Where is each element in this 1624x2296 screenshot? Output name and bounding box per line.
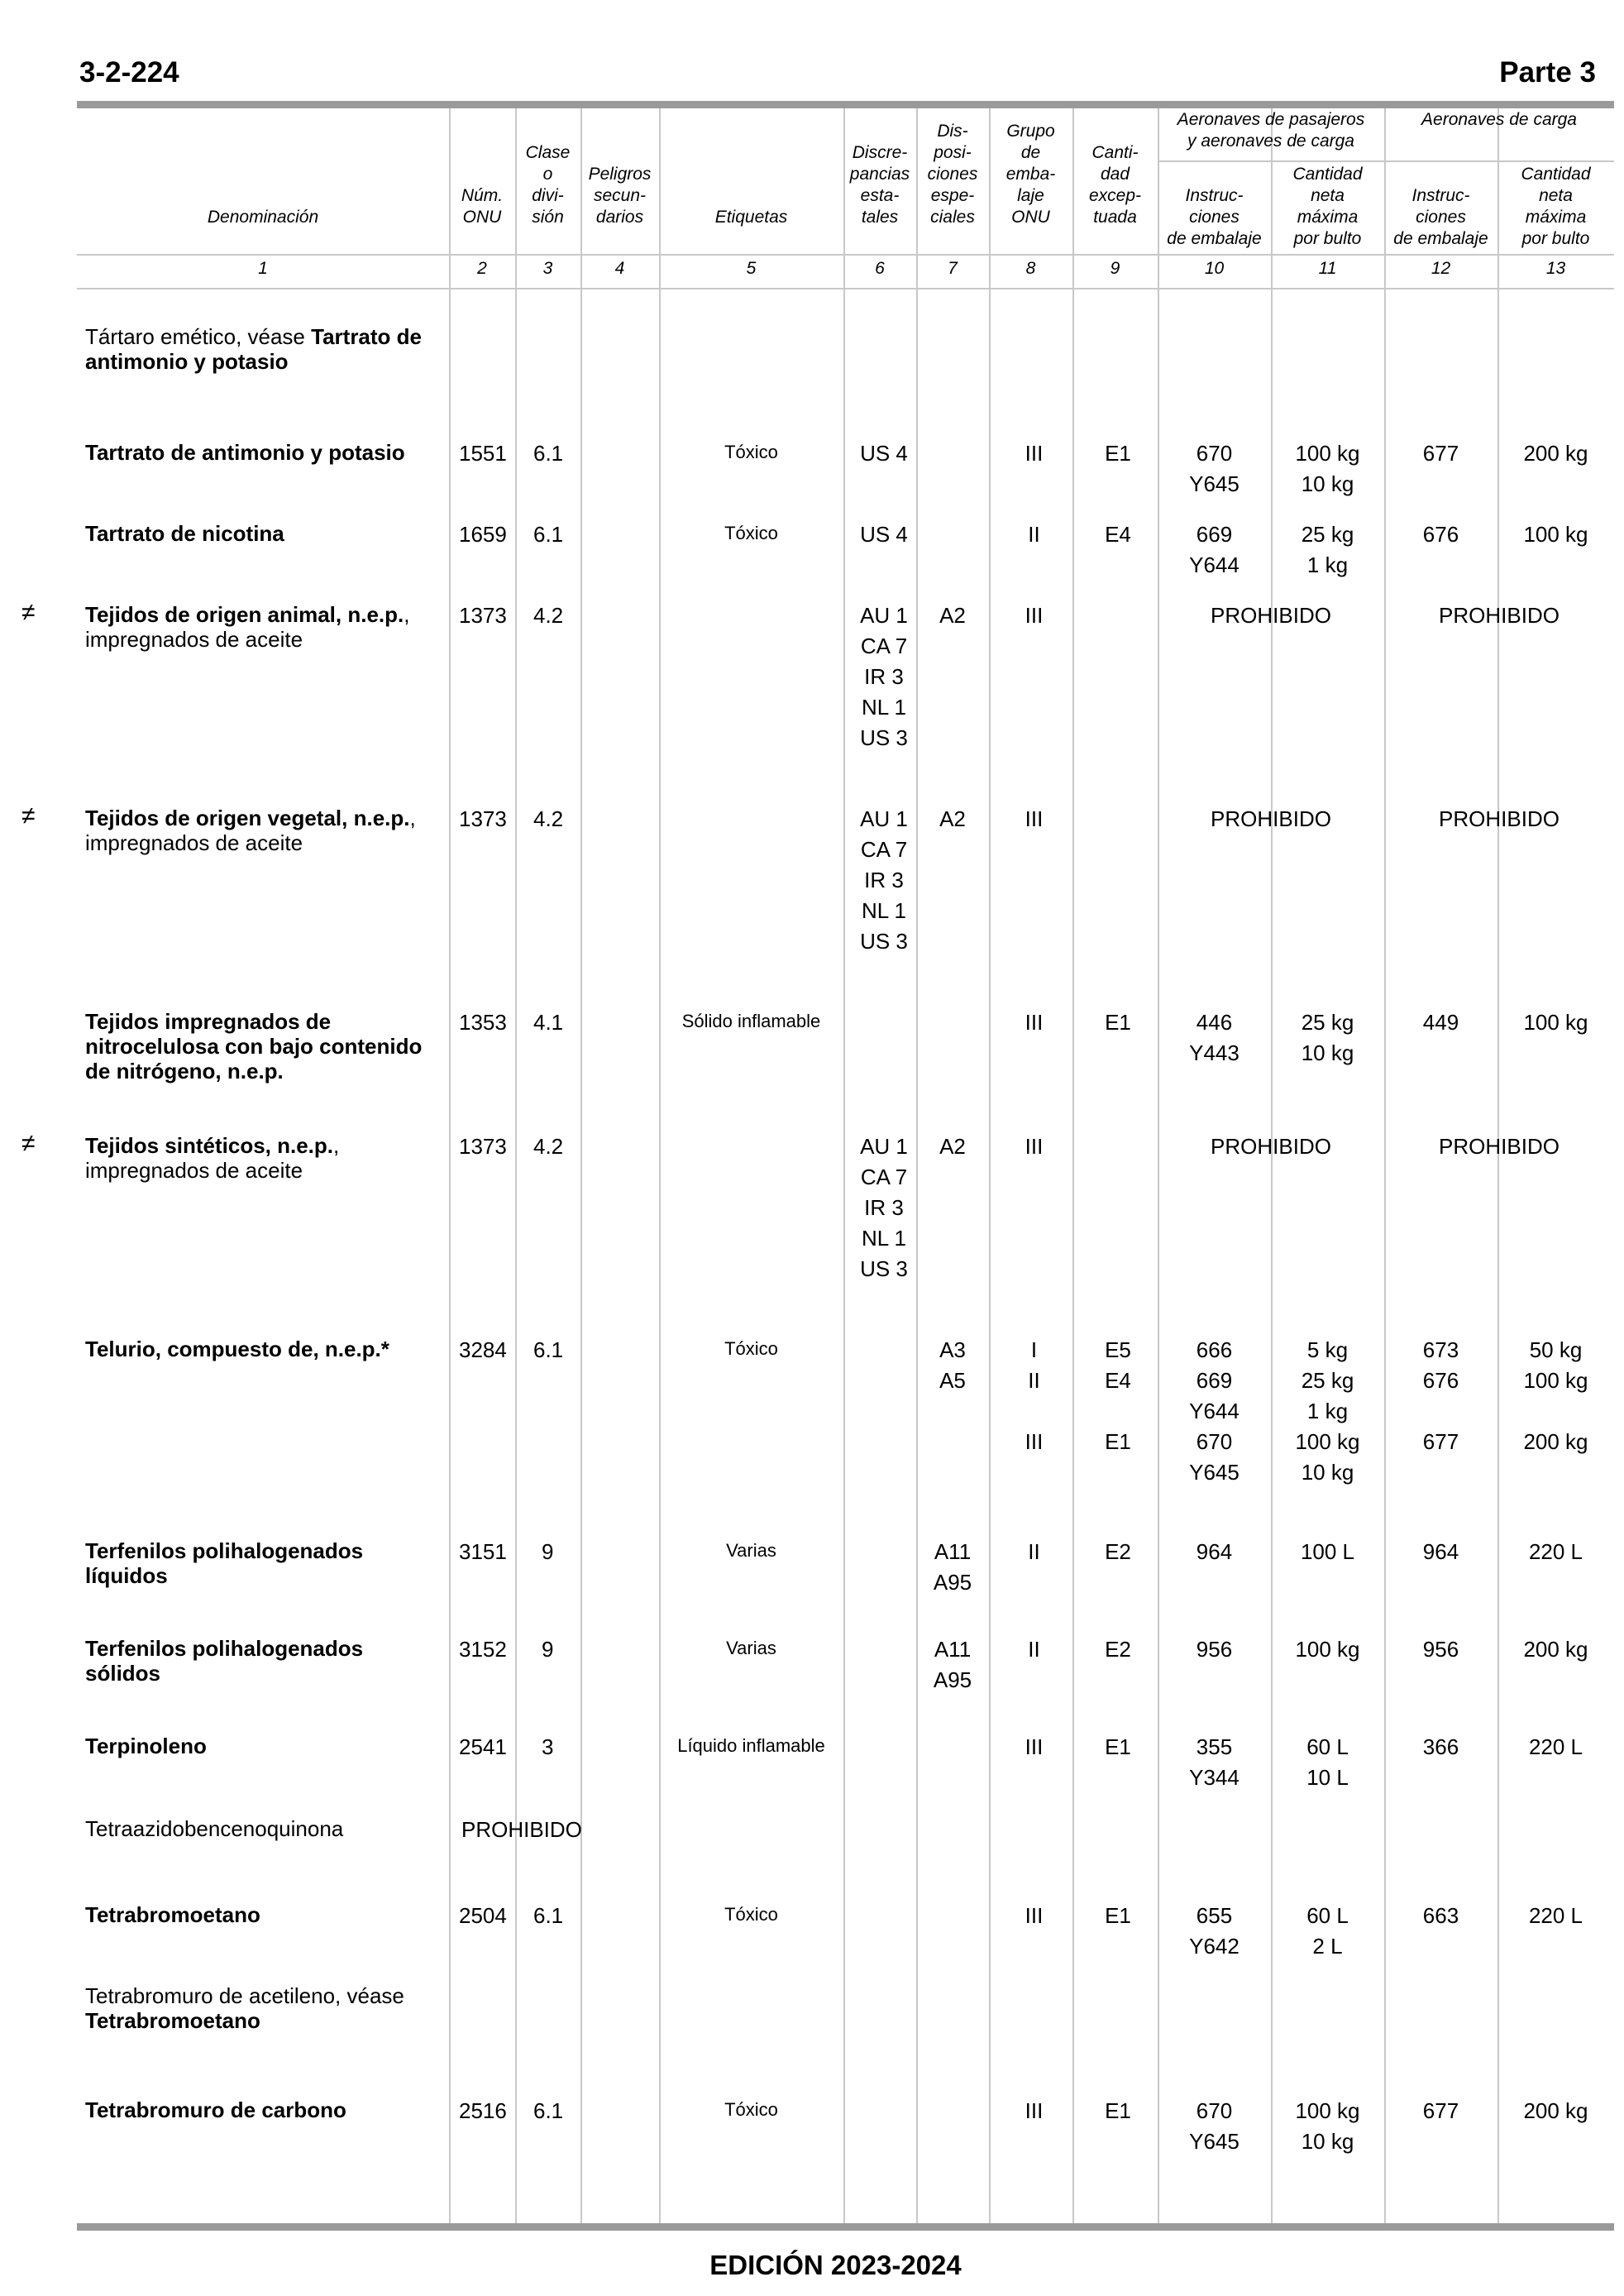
packing-instruction-cargo: 956	[1422, 1637, 1459, 1662]
max-qty-pax: 25 kg 10 kg	[1301, 1010, 1354, 1065]
header-special-provisions: Dis- posi- ciones espe- ciales	[927, 122, 978, 227]
entry-name: Tejidos impregnados de nitrocelulosa con bajo contenido de nitrógeno, n.e.p.	[85, 1009, 423, 1083]
packing-instruction-cargo: 677	[1422, 2098, 1459, 2123]
class-division: 4.2	[533, 603, 564, 628]
packing-instruction-cargo: 676	[1422, 522, 1459, 547]
change-mark: ≠	[21, 599, 36, 626]
header-state-variations: Discre- pancias esta- tales	[849, 143, 910, 227]
header-rule	[77, 254, 1614, 256]
packing-instructions-cargo: 673 676 677	[1422, 1337, 1459, 1454]
packing-group: III	[1025, 2098, 1044, 2123]
excepted-quantity: E4	[1105, 522, 1131, 547]
max-qty-pax: 25 kg 1 kg	[1301, 522, 1354, 577]
max-qty-cargo: 100 kg	[1523, 522, 1588, 547]
entry-name: Tejidos de origen vegetal, n.e.p., impregnados de aceite	[85, 806, 416, 855]
un-number: 3152	[459, 1637, 507, 1662]
entry-name: Tártaro emético, véase Tartrato de antimonio y potasio	[85, 324, 422, 374]
prohibited-cargo: PROHIBIDO	[1439, 1134, 1560, 1159]
packing-instruction-pax: 446 Y443	[1189, 1010, 1239, 1065]
entry-name: Telurio, compuesto de, n.e.p.*	[85, 1337, 389, 1361]
entry-name: Tetrabromoetano	[85, 1902, 260, 1927]
column-number: 13	[1545, 259, 1566, 278]
packing-instruction-cargo: 964	[1422, 1539, 1459, 1564]
excepted-quantity: E1	[1105, 1903, 1131, 1928]
un-number: 1373	[459, 806, 507, 831]
header-secondary-hazards: Peligros secun- darios	[588, 165, 652, 227]
un-number: 1659	[459, 522, 507, 547]
special-provisions: A11 A95	[933, 1539, 972, 1595]
packing-instruction-cargo: 449	[1422, 1010, 1459, 1035]
column-number-rule	[77, 288, 1614, 289]
max-qty-cargo: 220 L	[1528, 1539, 1583, 1564]
max-qty-pax: 60 L 10 L	[1306, 1734, 1349, 1790]
un-number: 1353	[459, 1010, 507, 1035]
column-number: 9	[1110, 259, 1120, 278]
prohibited-cargo: PROHIBIDO	[1439, 603, 1560, 628]
prohibited-pax: PROHIBIDO	[1211, 603, 1331, 628]
un-number: 1373	[459, 1134, 507, 1159]
prohibited-cargo: PROHIBIDO	[1439, 806, 1560, 831]
header-cargo-aircraft: Aeronaves de carga	[1421, 110, 1577, 129]
hazard-label: Tóxico	[724, 523, 778, 543]
col-divider	[580, 108, 582, 2223]
hazard-label: Tóxico	[724, 1338, 778, 1359]
state-variations: AU 1 CA 7 IR 3 NL 1 US 3	[860, 603, 908, 750]
packing-instruction-pax: 670 Y645	[1189, 2098, 1239, 2154]
max-qty-pax: 100 kg 10 kg	[1295, 441, 1360, 496]
entry-name: Tejidos de origen animal, n.e.p., impregnados de aceite	[85, 602, 410, 652]
entry-name: Tartrato de antimonio y potasio	[85, 440, 405, 465]
column-number: 7	[948, 259, 958, 278]
class-division: 6.1	[533, 441, 564, 466]
excepted-quantity: E2	[1105, 1637, 1131, 1662]
packing-instruction-pax: 655 Y642	[1189, 1903, 1239, 1959]
un-number: 3284	[459, 1337, 507, 1362]
bottom-rule	[77, 2223, 1614, 2231]
packing-group: III	[1025, 1903, 1044, 1928]
header-un-number: Núm. ONU	[461, 186, 504, 227]
entry-name: Tetrabromuro de carbono	[85, 2097, 346, 2122]
excepted-quantity: E1	[1105, 1010, 1131, 1035]
entry-name: Tetrabromuro de acetileno, véase Tetrabromoetano	[85, 1983, 404, 2033]
hazard-label: Varias	[726, 1540, 776, 1561]
un-number: 3151	[459, 1539, 507, 1564]
edition-footer: EDICIÓN 2023-2024	[709, 2250, 962, 2280]
entry-name: Tartrato de nicotina	[85, 521, 284, 546]
hazard-label: Tóxico	[724, 442, 778, 462]
column-number: 5	[746, 259, 757, 278]
column-number: 1	[258, 259, 268, 278]
packing-group: III	[1025, 806, 1044, 831]
class-division: 4.1	[533, 1010, 564, 1035]
excepted-quantities: E5 E4 E1	[1105, 1337, 1131, 1454]
max-qty-cargo: 220 L	[1528, 1903, 1583, 1928]
hazard-label: Tóxico	[724, 2099, 778, 2120]
packing-instruction-pax: 964	[1196, 1539, 1233, 1564]
packing-group: II	[1028, 1637, 1040, 1662]
un-number: 2504	[459, 1903, 507, 1928]
packing-group: II	[1028, 1539, 1040, 1564]
max-qty-pax: 100 kg 10 kg	[1295, 2098, 1360, 2154]
special-provision: A2	[939, 1134, 966, 1159]
column-number: 4	[614, 259, 625, 278]
excepted-quantity: E1	[1105, 2098, 1131, 2123]
entry-name: Terpinoleno	[85, 1734, 207, 1758]
prohibited-entry: PROHIBIDO	[461, 1817, 582, 1842]
un-number: 2516	[459, 2098, 507, 2123]
un-number: 1373	[459, 603, 507, 628]
prohibited-pax: PROHIBIDO	[1211, 806, 1331, 831]
class-division: 4.2	[533, 806, 564, 831]
class-division: 6.1	[533, 2098, 564, 2123]
special-provision: A2	[939, 806, 966, 831]
hazard-label: Sólido inflamable	[681, 1011, 821, 1031]
max-qty-cargo: 50 kg 100 kg 200 kg	[1523, 1337, 1588, 1454]
max-qty-cargo: 200 kg	[1523, 2098, 1588, 2123]
page-number: 3-2-224	[79, 56, 179, 88]
col-divider	[515, 108, 517, 2223]
change-mark: ≠	[21, 802, 36, 830]
packing-instruction-cargo: 677	[1422, 441, 1459, 466]
column-number: 10	[1204, 259, 1225, 278]
class-division: 6.1	[533, 1337, 564, 1362]
column-number: 2	[477, 259, 487, 278]
packing-group: III	[1025, 603, 1044, 628]
header-packing-instructions-cargo: Instruc- ciones de embalaje	[1393, 186, 1488, 248]
packing-group: III	[1025, 1734, 1044, 1759]
header-labels: Etiquetas	[714, 208, 788, 227]
packing-instructions-pax: 666 669 Y644 670 Y645	[1189, 1337, 1239, 1485]
special-provisions: A3 A5	[939, 1337, 966, 1393]
max-qty-cargo: 100 kg	[1523, 1010, 1588, 1035]
entry-name: Terfenilos polihalogenados sólidos	[85, 1636, 364, 1686]
header-excepted-quantity: Canti- dad excep- tuada	[1088, 143, 1142, 227]
entry-name: Tejidos sintéticos, n.e.p., impregnados de aceite	[85, 1133, 340, 1183]
column-number: 11	[1318, 259, 1337, 278]
prohibited-pax: PROHIBIDO	[1211, 1134, 1331, 1159]
packing-instruction-pax: 669 Y644	[1189, 522, 1239, 577]
packing-group: III	[1025, 1010, 1044, 1035]
packing-group: III	[1025, 441, 1044, 466]
col-divider	[449, 108, 451, 2223]
packing-group: III	[1025, 1134, 1044, 1159]
header-passenger-aircraft: Aeronaves de pasajeros y aeronaves de carga	[1177, 110, 1365, 151]
packing-group: II	[1028, 522, 1040, 547]
special-provisions: A11 A95	[933, 1637, 972, 1692]
max-qty-pax: 5 kg 25 kg 1 kg 100 kg 10 kg	[1295, 1337, 1360, 1485]
column-number: 3	[542, 259, 553, 278]
excepted-quantity: E1	[1105, 441, 1131, 466]
packing-instruction-cargo: 663	[1422, 1903, 1459, 1928]
un-number: 1551	[459, 441, 507, 466]
state-variations: AU 1 CA 7 IR 3 NL 1 US 3	[860, 1134, 908, 1281]
excepted-quantity: E1	[1105, 1734, 1131, 1759]
entry-name: Terfenilos polihalogenados líquidos	[85, 1538, 364, 1588]
column-number: 12	[1431, 259, 1451, 278]
max-qty-cargo: 200 kg	[1523, 1637, 1588, 1662]
state-variation: US 4	[860, 522, 908, 547]
column-number: 6	[875, 259, 885, 278]
class-division: 3	[542, 1734, 554, 1759]
state-variations: AU 1 CA 7 IR 3 NL 1 US 3	[860, 806, 908, 954]
part-title: Parte 3	[1499, 56, 1596, 88]
header-max-net-qty-cargo: Cantidad neta máxima por bulto	[1521, 165, 1591, 248]
special-provision: A2	[939, 603, 966, 628]
change-mark: ≠	[21, 1130, 36, 1157]
column-number: 8	[1025, 259, 1036, 278]
class-division: 6.1	[533, 522, 564, 547]
class-division: 4.2	[533, 1134, 564, 1159]
entry-name: Tetraazidobencenoquinona	[85, 1816, 344, 1841]
max-qty-cargo: 220 L	[1528, 1734, 1583, 1759]
class-division: 9	[542, 1539, 554, 1564]
hazard-label: Líquido inflamable	[677, 1735, 825, 1756]
header-max-net-qty-pax: Cantidad neta máxima por bulto	[1292, 165, 1363, 248]
class-division: 6.1	[533, 1903, 564, 1928]
packing-groups: I II III	[1025, 1337, 1044, 1454]
un-number: 2541	[459, 1734, 507, 1759]
state-variation: US 4	[860, 441, 908, 466]
packing-instruction-cargo: 366	[1422, 1734, 1459, 1759]
max-qty-cargo: 200 kg	[1523, 441, 1588, 466]
hazard-label: Varias	[726, 1638, 776, 1658]
excepted-quantity: E2	[1105, 1539, 1131, 1564]
header-denominacion: Denominación	[207, 208, 319, 227]
header-class: Clase o divi- sión	[525, 143, 571, 227]
max-qty-pax: 100 L	[1300, 1539, 1355, 1564]
packing-instruction-pax: 956	[1196, 1637, 1233, 1662]
group-header-rule	[1158, 160, 1614, 162]
header-packing-instructions-pax: Instruc- ciones de embalaje	[1167, 186, 1262, 248]
hazard-label: Tóxico	[724, 1904, 778, 1925]
packing-instruction-pax: 355 Y344	[1189, 1734, 1239, 1790]
header-packing-group: Grupo de emba- laje ONU	[1005, 122, 1056, 227]
max-qty-pax: 100 kg	[1295, 1637, 1360, 1662]
max-qty-pax: 60 L 2 L	[1306, 1903, 1349, 1959]
top-rule	[77, 101, 1614, 108]
class-division: 9	[542, 1637, 554, 1662]
packing-instruction-pax: 670 Y645	[1189, 441, 1239, 496]
